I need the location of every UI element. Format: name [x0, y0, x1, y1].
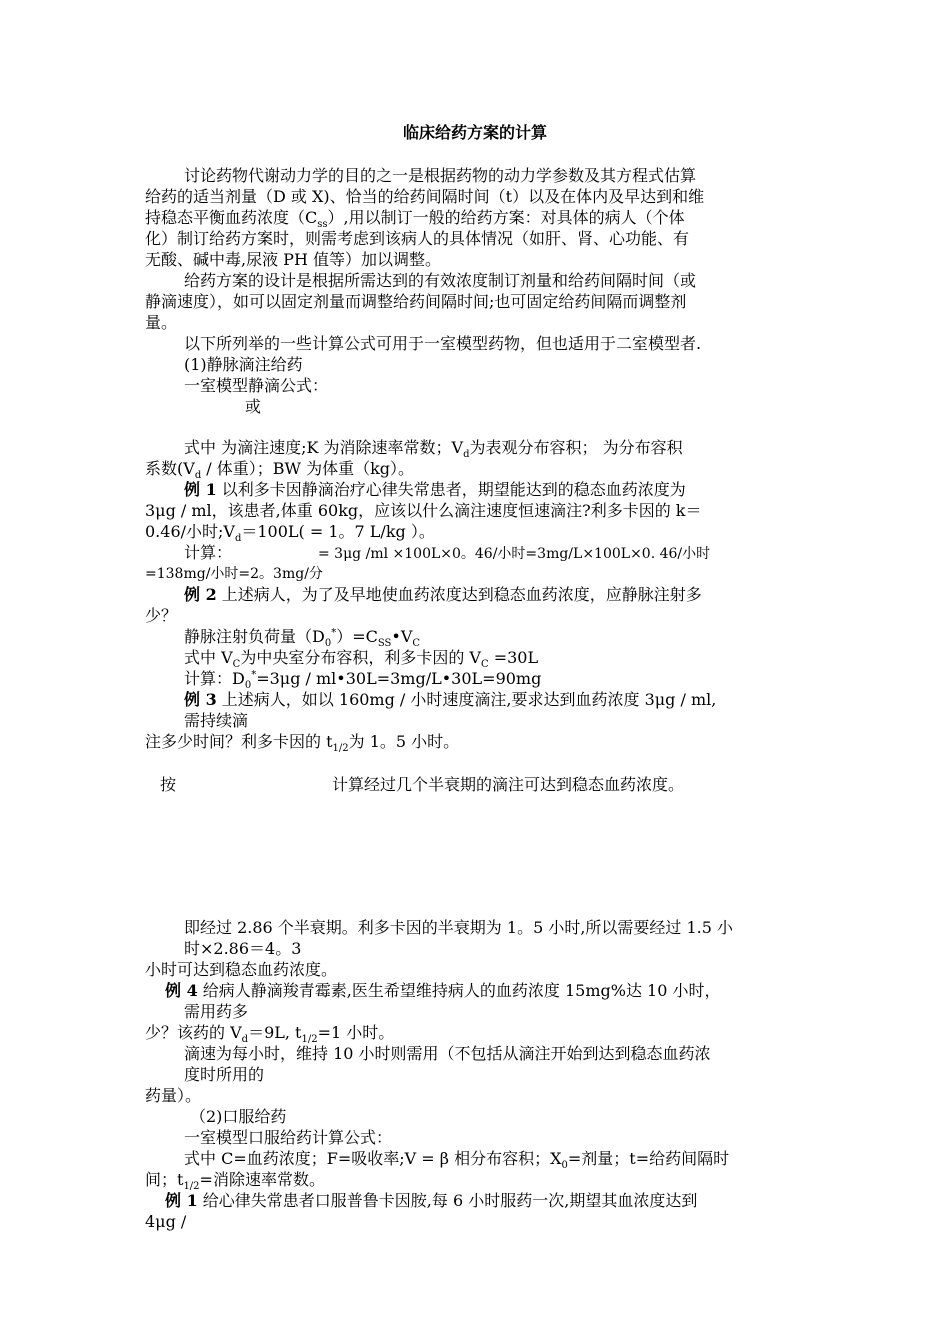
- para-2-line-2: 静滴速度），如可以固定剂量而调整给药间隔时间;也可固定给药间隔而调整剂: [145, 292, 687, 311]
- example-1-line-3: 0.46/小时$;V_d=100L( = 1$。7 L/kg ）。: [145, 522, 435, 545]
- example-4-drip-line-3: 药量）。: [145, 1086, 202, 1105]
- page-title: 临床给药方案的计算: [402, 123, 547, 142]
- section-2-formula-label: 一室模型口服给药计算公式：: [184, 1128, 393, 1147]
- section-2-definition-line-1: 式中 C=血药浓度；F=吸收率;V = β 相分布容积；$X_0=$剂量；t=给药间隔时: [184, 1149, 730, 1172]
- example-1-calc-line-2: =138mg/小时=2。3mg/分: [145, 566, 323, 582]
- oral-example-1-line-2: 4μg /: [145, 1212, 187, 1231]
- example-1-line-2: 3μg / ml，该患者,体重 60kg，应该以什么滴注速度恒速滴注?利多卡因的 k＝: [145, 501, 702, 520]
- formula-or: 或: [245, 397, 262, 416]
- example-3-result-line-1: 即经过 2.86 个半衰期。利多卡因的半衰期为 1。5 小时,所以需要经过 1.5 小: [184, 918, 734, 937]
- para-1-line-3: 持稳态平衡血药浓度$(C_{ss})$,用以制订一般的给药方案：对具体的病人（个体: [145, 208, 685, 231]
- para-3: 以下所列举的一些计算公式可用于一室模型药物，但也适用于二室模型者.: [184, 334, 702, 353]
- para-1-line-1: 讨论药物代谢动力学的目的之一是根据药物的动力学参数及其方程式估算: [184, 166, 697, 185]
- example-1-line-1: 例 1 以利多卡因静滴治疗心律失常患者，期望能达到的稳态血药浓度为: [184, 480, 686, 499]
- para-1-line-4: 化）制订给药方案时，则需考虑到该病人的具体情况（如肝、肾、心功能、有: [145, 229, 690, 248]
- example-3-by: 按: [160, 775, 177, 794]
- definition-line-2: 系数($V_d$ / 体重）；BW 为体重（kg）。: [145, 459, 415, 482]
- example-3-line-3: 注多少时间？利多卡因的 $t_{1/2}$为 1。5 小时。: [145, 732, 460, 755]
- section-2-definition-line-2: 间；$t_{1/2}=$消除速率常数。: [145, 1170, 325, 1193]
- definition-line-1: 式中 为滴注速度;K 为消除速率常数；$V_d$为表观分布容积； 为分布容积: [184, 438, 683, 461]
- para-1-line-2: 给药的适当剂量（D 或 X)、恰当的给药间隔时间（t）以及在体内及早达到和维: [145, 187, 705, 206]
- para-1-line-5: 无酸、碱中毒,尿液 PH 值等）加以调整。: [145, 250, 441, 269]
- example-1-calc-label: 计算：: [184, 543, 233, 562]
- para-2-line-1: 给药方案的设计是根据所需达到的有效浓度制订剂量和给药间隔时间（或: [184, 271, 697, 290]
- example-2-line-1: 例 2 上述病人，为了及早地使血药浓度达到稳态血药浓度，应静脉注射多: [184, 585, 702, 604]
- section-2-heading: （2)口服给药: [190, 1107, 287, 1126]
- example-3-result-line-2: 时×2.86＝4。3: [184, 939, 302, 958]
- example-2-line-2: 少？: [145, 606, 178, 625]
- example-2-loading-dose: 静脉注射负荷量$(D_0^*)=C_{SS}•V_C$: [184, 627, 421, 650]
- example-2-calc: 计算：$D_0^*=3\mu g$ / ml•30L=3mg/L•30L=90mg: [184, 669, 542, 692]
- example-4-drip-line-2: 度时所用的: [184, 1065, 265, 1084]
- para-2-line-3: 量。: [145, 313, 178, 332]
- example-4-line-2: 需用药多: [184, 1002, 249, 1021]
- section-1-heading: (1)静脉滴注给药: [184, 355, 303, 374]
- example-3-by-text: 计算经过几个半衰期的滴注可达到稳态血药浓度。: [332, 775, 685, 794]
- example-3-result-line-3: 小时可达到稳态血药浓度。: [145, 960, 338, 979]
- example-1-calc-line-1: = 3μg /ml ×100L×0。46/小时=3mg/L×100L×0. 46/小时: [318, 546, 711, 562]
- example-4-drip-line-1: 滴速为每小时，维持 10 小时则需用（不包括从滴注开始到达到稳态血药浓: [184, 1044, 711, 1063]
- example-3-line-1: 例 3 上述病人，如以 160mg / 小时速度滴注,要求达到血药浓度 3μg / ml,: [184, 690, 717, 709]
- example-2-vc-definition: 式中 $V_C$为中央室分布容积，利多卡因的 $V_C =30L$: [184, 648, 539, 671]
- example-4-line-1: 例 4 给病人静滴羧青霉素,医生希望维持病人的血药浓度 15mg%达 10 小时，: [165, 981, 721, 1000]
- section-1-formula-label: 一室模型静滴公式：: [184, 376, 329, 395]
- example-3-line-2: 需持续滴: [184, 711, 249, 730]
- oral-example-1-line-1: 例 1 给心律失常患者口服普鲁卡因胺,每 6 小时服药一次,期望其血浓度达到: [165, 1191, 698, 1210]
- example-4-line-3: 少？该药的 $V_d=9L$, $t_{1/2}=1$ 小时。: [145, 1023, 395, 1046]
